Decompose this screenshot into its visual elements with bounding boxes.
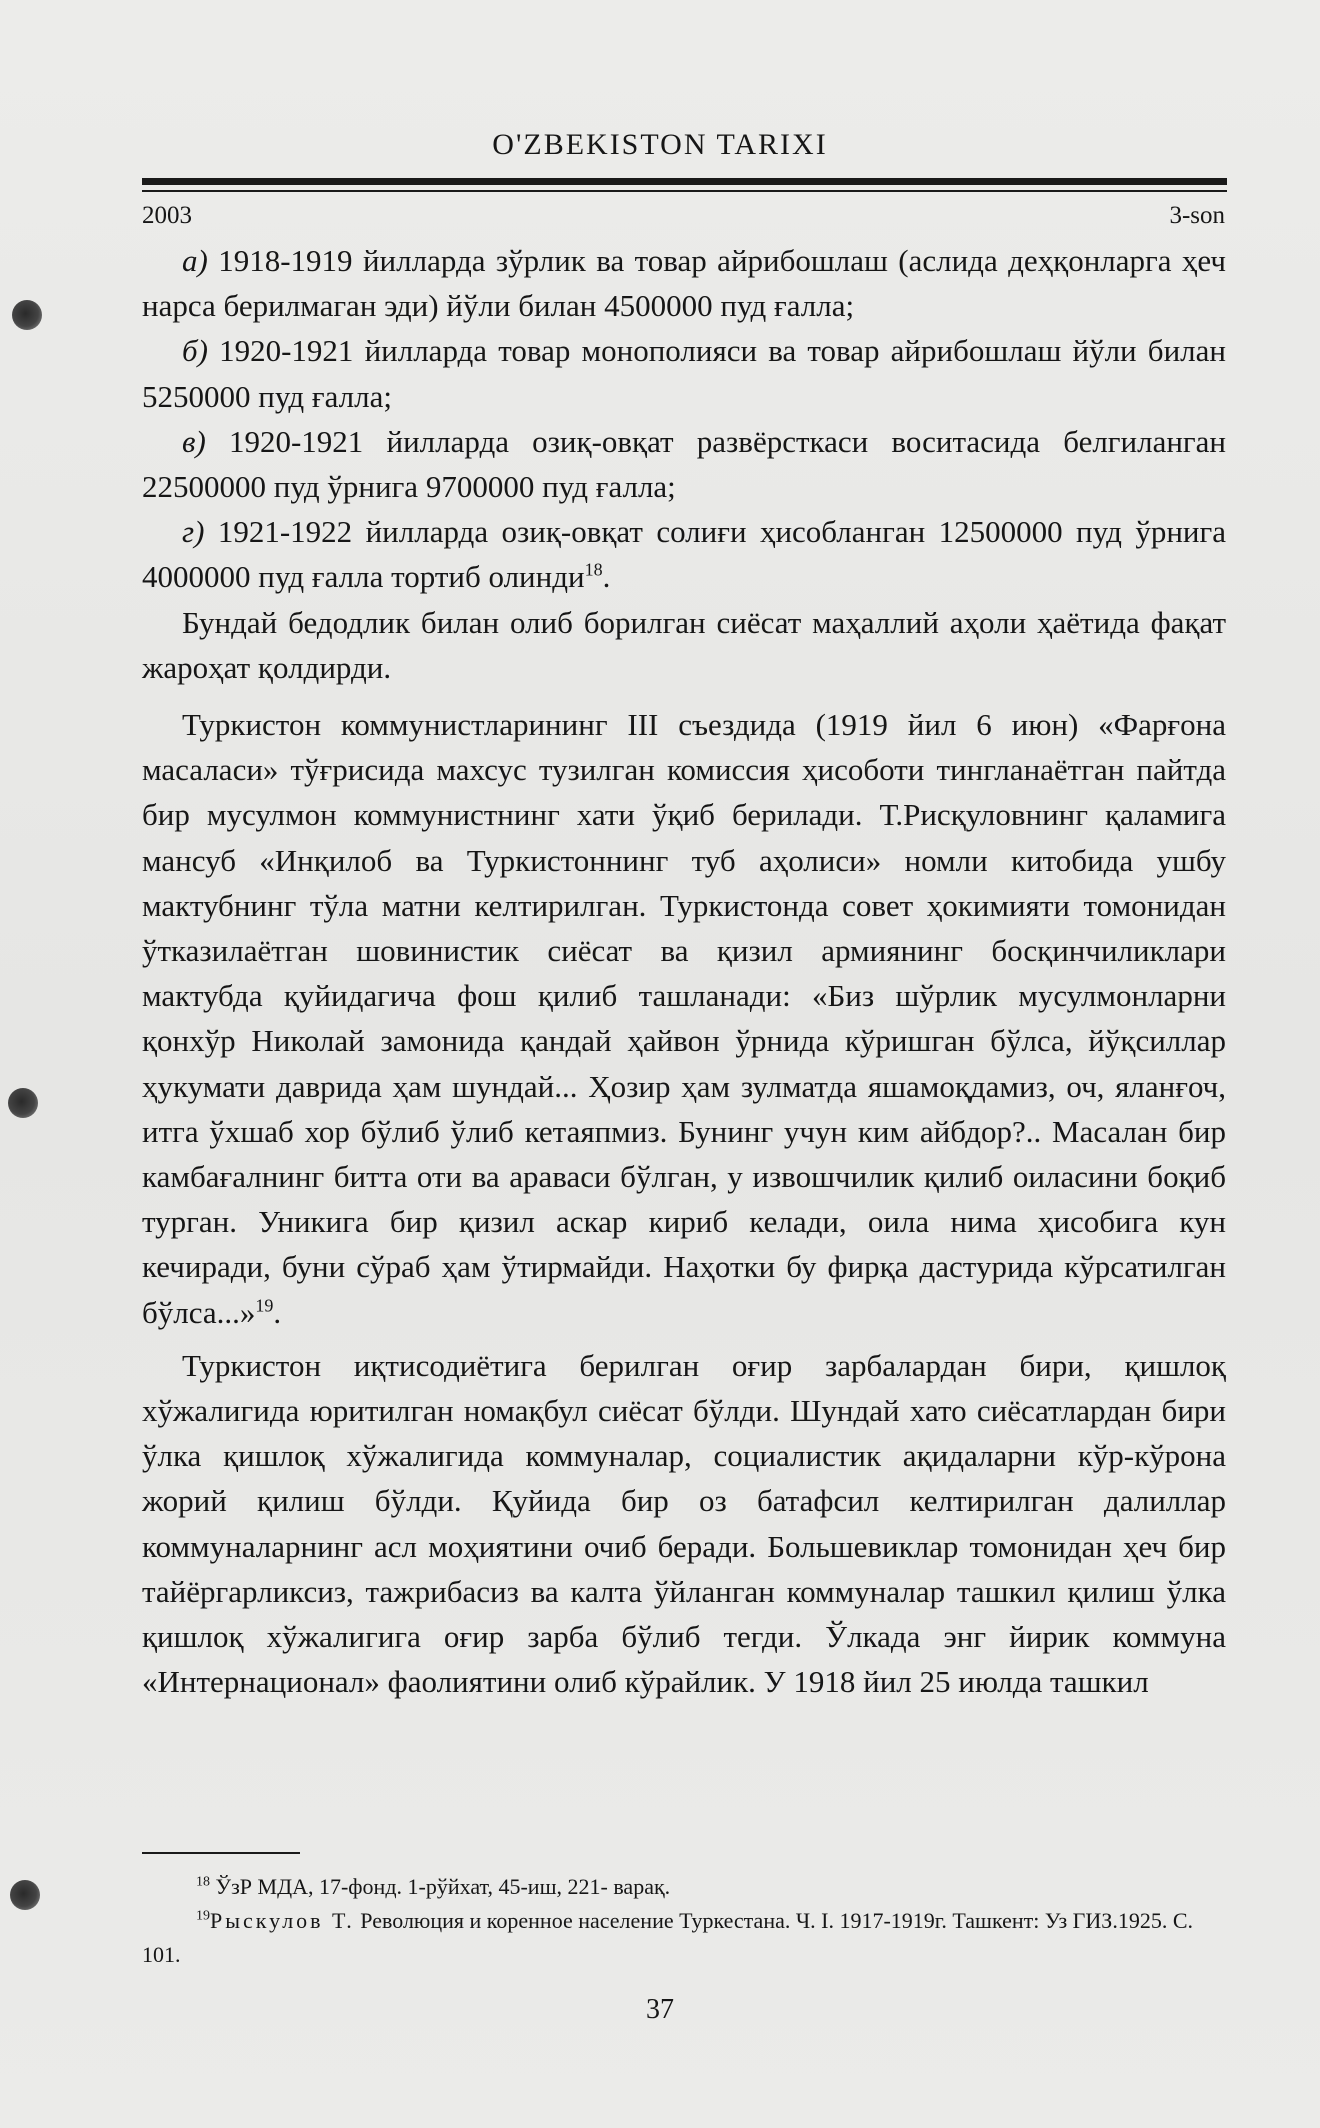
list-marker-a: а) [182, 243, 208, 278]
paragraph-2-text: Туркистон коммунистларининг III съездида (1919 йил 6 июн) «Фарғона масаласи» тўғрисида махсус тузилган комиссия ҳисоботи тингланаётган пайтда бир мусулмон коммунистнинг хати ўқиб берилади. Т.Рисқуловнинг қаламига мансуб «Инқилоб ва Туркистоннинг туб аҳолиси» номли китобида ушбу мактубнинг тўла матни келтирилган. Туркистонда совет ҳокимияти томонидан ўтказилаётган шовинистик сиёсат ва қизил армиянинг босқинчиликлари мактубда қуйидагича фош қилиб ташланади: «Биз шўрлик мусулмонларни қонхўр Николай замонида қандай ҳайвон ўрнида кўришган бўлса, йўқсиллар ҳукумати даврида ҳам шундай... Ҳозир ҳам зулматда яшамоқдамиз, оч, яланғоч, итга ўхшаб хор бўлиб ўлиб кетаяпмиз. Бунинг учун ким айбдор?.. Масалан бир камбағалнинг битта оти ва араваси бўлган, у извошчилик қилиб оиласини боқиб турган. Уникига бир қизил аскар кириб келади, оила нима ҳисобига кун кечиради, буни сўраб ҳам ўтирмайди. Наҳотки бу фирқа дастурида кўрсатилган бўлса...» [142, 707, 1226, 1330]
footnote-19-text: Революция и коренное население Туркестана. Ч. I. 1917-1919г. Ташкент: Уз ГИЗ.1925. С. 101. [142, 1908, 1193, 1967]
list-end-g: . [602, 559, 611, 595]
issue-number: 3-son [1169, 202, 1225, 229]
footnote-19-author: Рыскулов Т. [210, 1908, 355, 1933]
footnote-18-number: 18 [196, 1874, 210, 1890]
list-marker-v: в) [182, 423, 206, 459]
list-marker-g: г) [182, 514, 205, 550]
paragraph-3: Туркистон иқтисодиётига берилган оғир зарбалардан бири, қишлоқ хўжалигида юритилган номақбул сиёсат бўлди. Шундай хато сиёсатлардан бири ўлка қишлоқ хўжалигида коммуналар, социалистик ақидаларни кўр-кўрона жорий қилиш бўлди. Қуйида бир оз батафсил келтирилган далиллар коммуналарнинг асл моҳиятини очиб беради. Большевиклар томонидан ҳеч бир тайёргарликсиз, тажрибасиз ва калта ўйланган коммуналар ташкил қилиш ўлка қишлоқ хўжалигига оғир зарба бўлиб тегди. Ўлкада энг йирик коммуна «Интернационал» фаолиятини олиб кўрайлик. У 1918 йил 25 июлда ташкил [142, 1347, 1226, 1700]
header-rule-thin [142, 190, 1227, 192]
footnote-separator [142, 1852, 300, 1854]
footnote-19 [142, 1904, 1226, 1972]
paragraph-2-end: . [273, 1294, 282, 1330]
list-marker-b: б) [182, 333, 208, 369]
paragraph-2 [142, 702, 1226, 1335]
punch-hole-middle [8, 1088, 38, 1118]
list-item-v [142, 419, 1226, 509]
list-item-a [142, 238, 1226, 328]
page-number: 37 [646, 1994, 674, 2025]
list-item-b [142, 328, 1226, 418]
article-body [142, 238, 1226, 1705]
paragraph-1: Бундай бедодлик билан олиб борилган сиёсат маҳаллий аҳоли ҳаётида фақат жароҳат қолдирди. [142, 604, 1226, 685]
header-rule-thick [142, 178, 1227, 185]
list-item-g [142, 509, 1226, 599]
list-text-b: 1920-1921 йилларда товар монополияси ва товар айрибошлаш йўли билан 5250000 пуд ғалла; [142, 333, 1226, 414]
footnote-19-number: 19 [196, 1908, 210, 1924]
punch-hole-bottom [10, 1880, 40, 1910]
list-text-v: 1920-1921 йилларда озиқ-овқат развёрсткаси воситасида белгиланган 22500000 пуд ўрнига 9700000 пуд ғалла; [142, 423, 1226, 505]
issue-year: 2003 [142, 202, 192, 229]
list-text-g: 1921-1922 йилларда озиқ-овқат солиғи ҳисобланган 12500000 пуд ўрнига 4000000 пуд ғалла тортиб олинди [142, 514, 1226, 595]
footnote-18-text: ЎзР МДА, 17-фонд. 1-рўйхат, 45-иш, 221- варақ. [210, 1874, 671, 1899]
footnote-ref-19[interactable]: 19 [255, 1295, 274, 1316]
footnote-ref-18[interactable]: 18 [584, 560, 603, 581]
journal-title: O'ZBEKISTON TARIXI [492, 128, 828, 161]
punch-hole-top [12, 300, 42, 330]
list-text-a: 1918-1919 йилларда зўрлик ва товар айрибошлаш (аслида деҳқонларга ҳеч нарса берилмаган эди) йўли билан 4500000 пуд ғалла; [142, 243, 1226, 324]
footnote-18 [142, 1870, 1226, 1904]
footnotes [142, 1870, 1226, 1972]
